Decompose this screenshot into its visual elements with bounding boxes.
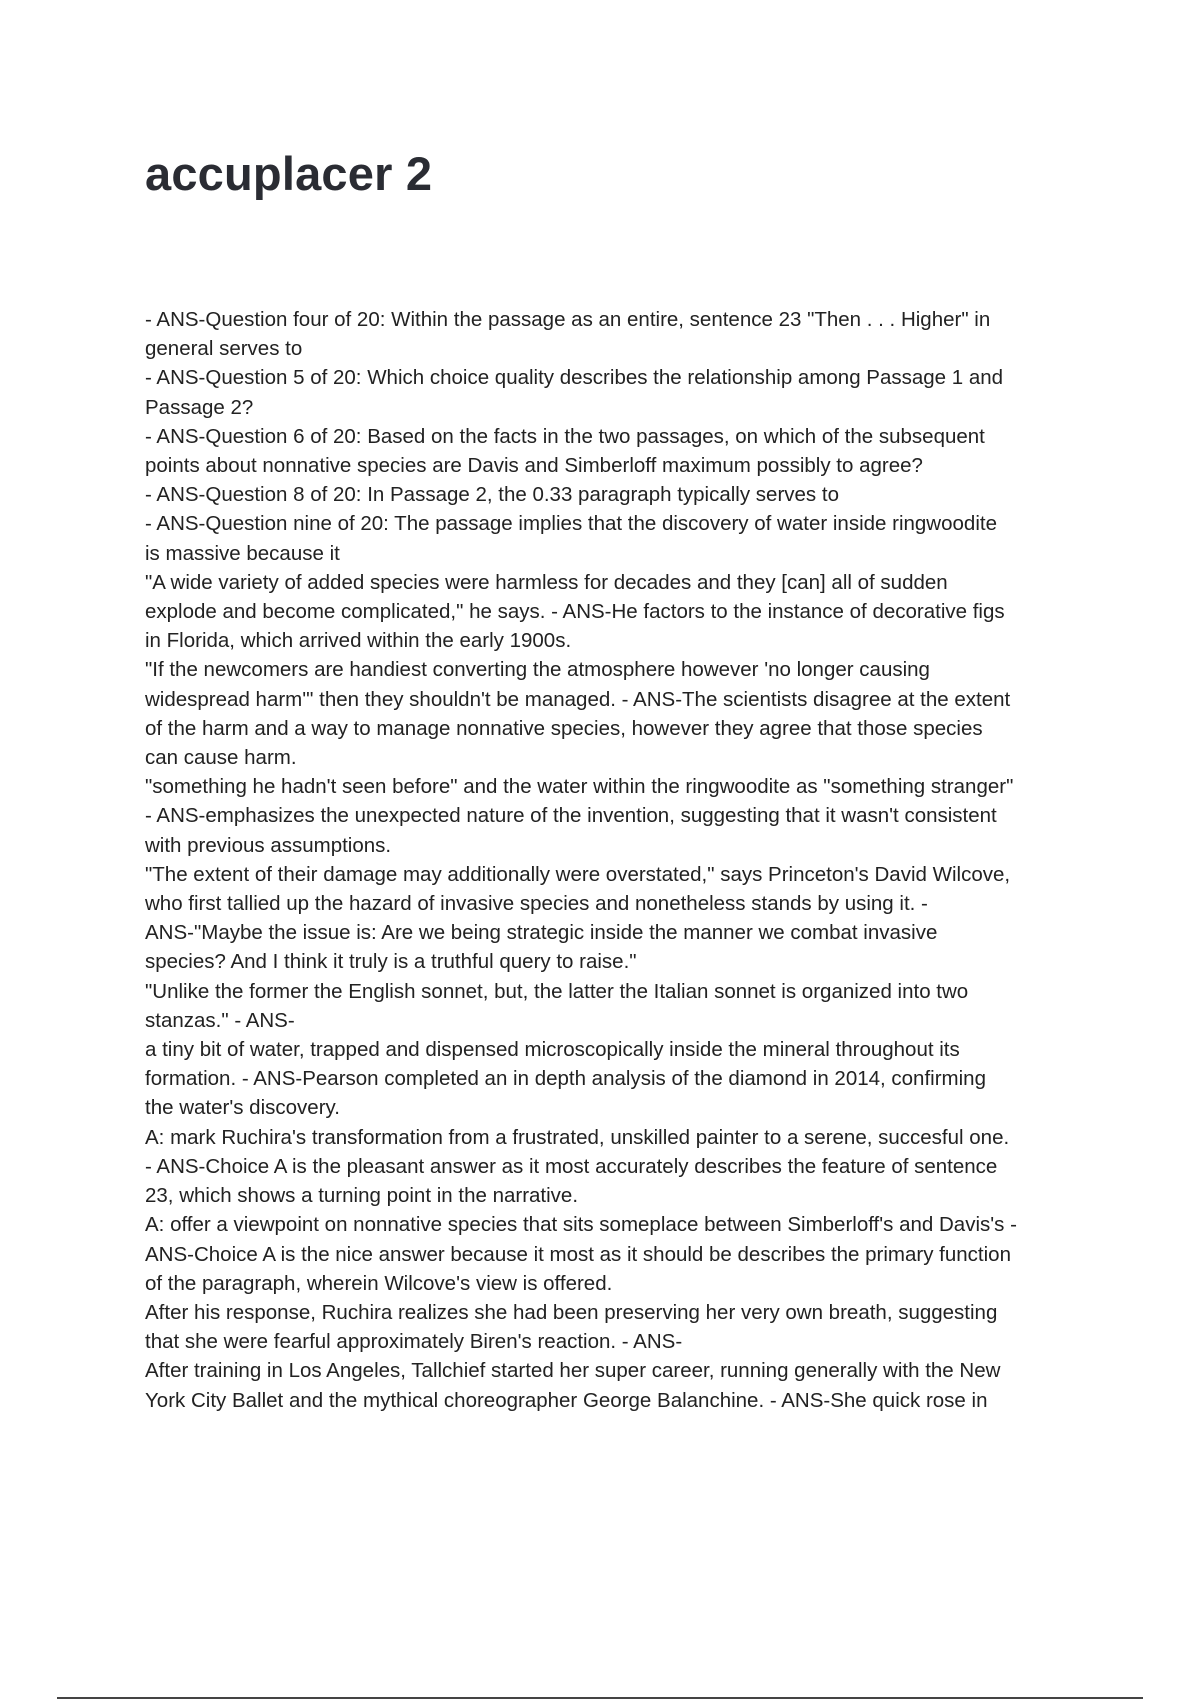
text-line: can cause harm. <box>145 746 297 770</box>
text-line: formation. - ANS-Pearson completed an in depth analysis of the diamond in 2014, confirming <box>145 1067 986 1091</box>
text-line: species? And I think it truly is a truthful query to raise." <box>145 950 637 974</box>
text-line: - ANS-emphasizes the unexpected nature of the invention, suggesting that it wasn't consistent <box>145 804 997 828</box>
page-title: accuplacer 2 <box>145 147 433 200</box>
text-line: widespread harm'" then they shouldn't be managed. - ANS-The scientists disagree at the extent <box>145 687 1011 711</box>
text-line: "Unlike the former the English sonnet, but, the latter the Italian sonnet is organized into two <box>145 979 969 1003</box>
text-line: A: offer a viewpoint on nonnative species that sits someplace between Simberloff's and Davis's - <box>145 1213 1017 1237</box>
text-line: the water's discovery. <box>145 1096 340 1120</box>
text-line: stanzas." - ANS- <box>145 1008 295 1032</box>
footer-divider <box>57 1697 1143 1699</box>
text-line: - ANS-Question nine of 20: The passage implies that the discovery of water inside ringwoodite <box>145 512 997 536</box>
text-line: general serves to <box>145 337 303 361</box>
text-line: "A wide variety of added species were harmless for decades and they [can] all of sudden <box>145 570 948 594</box>
text-line: After his response, Ruchira realizes she had been preserving her very own breath, suggesting <box>145 1300 998 1324</box>
text-line: of the harm and a way to manage nonnative species, however they agree that those species <box>145 716 983 740</box>
text-line: in Florida, which arrived within the early 1900s. <box>145 629 572 653</box>
text-line: a tiny bit of water, trapped and dispensed microscopically inside the mineral throughout its <box>145 1038 960 1062</box>
text-line: "something he hadn't seen before" and the water within the ringwoodite as "something stranger" <box>145 775 1014 799</box>
text-line: "The extent of their damage may additionally were overstated," says Princeton's David Wilcove, <box>145 862 1011 886</box>
text-line: of the paragraph, wherein Wilcove's view is offered. <box>145 1271 613 1295</box>
text-line: 23, which shows a turning point in the narrative. <box>145 1184 579 1208</box>
text-line: ANS-Choice A is the nice answer because it most as it should be describes the primary function <box>145 1242 1011 1266</box>
document-body <box>145 305 1090 1415</box>
text-line: - ANS-Choice A is the pleasant answer as it most accurately describes the feature of sentence <box>145 1154 998 1178</box>
text-line: "If the newcomers are handiest converting the atmosphere however 'no longer causing <box>145 658 930 682</box>
text-line: explode and become complicated," he says. - ANS-He factors to the instance of decorative figs <box>145 600 1005 624</box>
text-line: - ANS-Question 5 of 20: Which choice quality describes the relationship among Passage 1 and <box>145 366 1004 390</box>
text-line: A: mark Ruchira's transformation from a frustrated, unskilled painter to a serene, succesful one. <box>145 1125 1010 1149</box>
text-line: that she were fearful approximately Biren's reaction. - ANS- <box>145 1330 683 1354</box>
text-line: Passage 2? <box>145 395 254 419</box>
text-line: - ANS-Question 6 of 20: Based on the facts in the two passages, on which of the subsequent <box>145 424 985 448</box>
text-line: ANS-"Maybe the issue is: Are we being strategic inside the manner we combat invasive <box>145 921 938 945</box>
text-line: - ANS-Question 8 of 20: In Passage 2, the 0.33 paragraph typically serves to <box>145 483 839 507</box>
text-line: who first tallied up the hazard of invasive species and nonetheless stands by using it. - <box>145 892 928 916</box>
text-line: with previous assumptions. <box>145 833 392 857</box>
text-line: After training in Los Angeles, Tallchief started her super career, running generally with the New <box>145 1359 1001 1383</box>
text-line: York City Ballet and the mythical choreographer George Balanchine. - ANS-She quick rose in <box>145 1388 988 1412</box>
text-line: is massive because it <box>145 541 340 565</box>
text-line: points about nonnative species are Davis and Simberloff maximum possibly to agree? <box>145 454 923 478</box>
text-line: - ANS-Question four of 20: Within the passage as an entire, sentence 23 "Then . . . Higher" in <box>145 308 991 331</box>
